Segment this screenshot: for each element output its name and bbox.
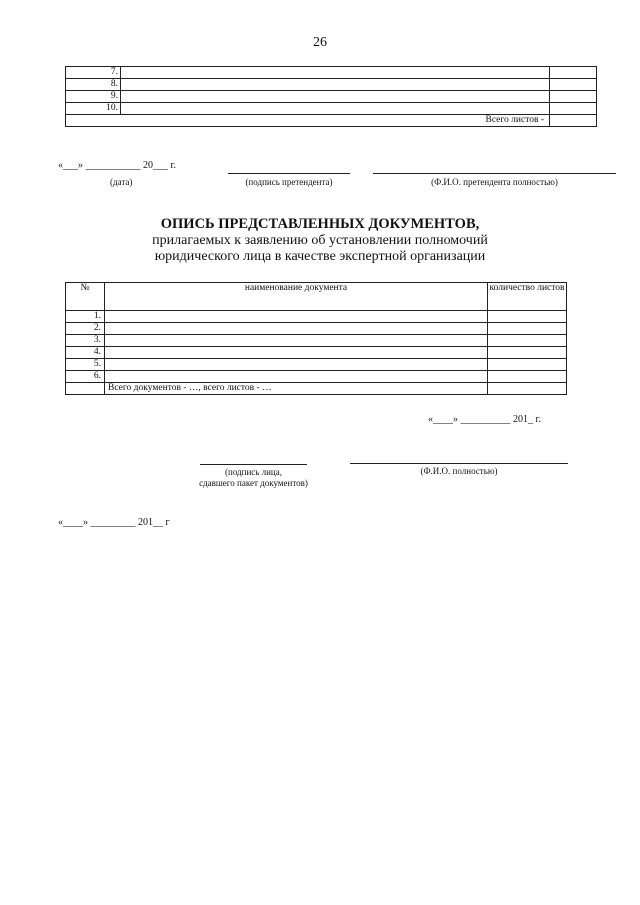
date-label: (дата) (110, 177, 133, 187)
row-number: 9. (66, 91, 121, 103)
fio-line-2 (350, 463, 568, 464)
date-field-3: «____» _________ 201__ г (58, 517, 170, 528)
table-row (66, 79, 597, 91)
inventory-subtitle-1: прилагаемых к заявлению об установлении полномочий (152, 233, 488, 248)
column-header-document-name: наименование документа (105, 283, 488, 311)
document-name-cell (105, 311, 488, 323)
documents-table-continued (65, 66, 597, 127)
table-row (66, 359, 567, 371)
document-name-cell (105, 359, 488, 371)
total-documents-label: Всего документов - …, всего листов - … (105, 383, 488, 395)
row-number: 8. (66, 79, 121, 91)
signature-line (228, 173, 350, 174)
inventory-title: ОПИСЬ ПРЕДСТАВЛЕННЫХ ДОКУМЕНТОВ, (160, 216, 480, 232)
sheet-count-cell (488, 311, 567, 323)
sheet-count-cell (488, 359, 567, 371)
table-row (66, 323, 567, 335)
document-name-cell (105, 347, 488, 359)
total-row (66, 115, 597, 127)
date-field-2: «____» __________ 201_ г. (428, 414, 541, 425)
sheet-count-cell (488, 371, 567, 383)
signature-label-2a: (подпись лица, (225, 467, 282, 477)
sheet-count-cell (550, 103, 597, 115)
document-name-cell (121, 79, 550, 91)
row-number: 6. (66, 371, 105, 383)
total-sheets-label: Всего листов - (66, 115, 550, 127)
row-number: 3. (66, 335, 105, 347)
document-name-cell (105, 335, 488, 347)
total-sheets-cell (550, 115, 597, 127)
total-row (66, 383, 567, 395)
sheet-count-cell (488, 323, 567, 335)
table-row (66, 371, 567, 383)
document-name-cell (105, 371, 488, 383)
total-empty-cell (66, 383, 105, 395)
sheet-count-cell (488, 347, 567, 359)
document-name-cell (121, 91, 550, 103)
fio-label: (Ф.И.О. претендента полностью) (431, 177, 558, 187)
document-name-cell (121, 67, 550, 79)
sheet-count-cell (550, 79, 597, 91)
date-field: «___» ___________ 20___ г. (58, 160, 176, 171)
document-name-cell (105, 323, 488, 335)
row-number: 7. (66, 67, 121, 79)
table-row (66, 335, 567, 347)
table-header-row (66, 283, 567, 311)
row-number: 4. (66, 347, 105, 359)
row-number: 5. (66, 359, 105, 371)
table-row (66, 91, 597, 103)
signature-label-2b: сдавшего пакет документов) (199, 478, 308, 488)
row-number: 10. (66, 103, 121, 115)
page-number: 26 (313, 35, 327, 50)
table-row (66, 103, 597, 115)
sheet-count-cell (550, 67, 597, 79)
column-header-sheet-count: количество листов (488, 283, 567, 311)
sheet-count-cell (550, 91, 597, 103)
signature-line-2 (200, 464, 307, 465)
fio-label-2: (Ф.И.О. полностью) (420, 466, 498, 476)
row-number: 2. (66, 323, 105, 335)
total-sheets-cell (488, 383, 567, 395)
fio-line (373, 173, 616, 174)
documents-inventory-table (65, 282, 567, 395)
row-number: 1. (66, 311, 105, 323)
column-header-number: № (66, 283, 105, 311)
table-row (66, 347, 567, 359)
document-name-cell (121, 103, 550, 115)
inventory-subtitle-2: юридического лица в качестве экспертной организации (154, 249, 486, 264)
table-row (66, 311, 567, 323)
signature-label: (подпись претендента) (245, 177, 333, 187)
table-row (66, 67, 597, 79)
sheet-count-cell (488, 335, 567, 347)
